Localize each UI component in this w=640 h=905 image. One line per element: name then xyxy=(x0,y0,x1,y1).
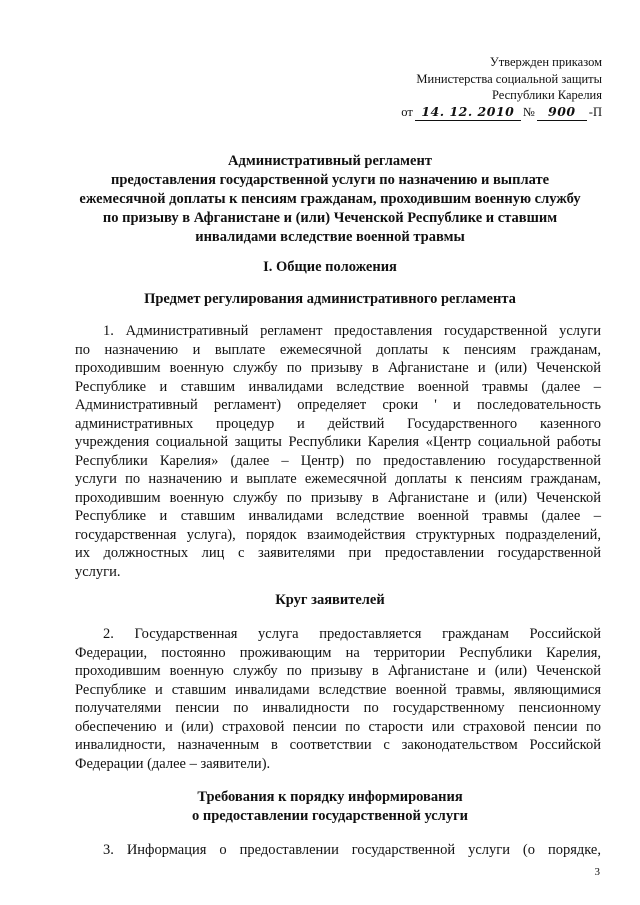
handwritten-number: 900 xyxy=(537,104,587,122)
paragraph-3 xyxy=(75,841,601,860)
section-heading: I. Общие положения xyxy=(263,259,397,275)
paragraph-line: Республики Карелия» (далее – Центр) по предоставлению государственной xyxy=(75,452,601,469)
paragraph-1 xyxy=(75,322,601,581)
paragraph-line: Административный регламент) определяет сроки ' и последовательность xyxy=(75,397,601,413)
paragraph-line: услуги по назначению и выплате ежемесячной доплаты к пенсиям гражданам, xyxy=(75,471,601,487)
subsection-heading: Требования к порядку информирования xyxy=(197,789,463,805)
paragraph-line: инвалидности, назначенным в соответствии с законодательством Российской xyxy=(75,737,601,753)
paragraph-2 xyxy=(75,625,601,773)
approval-line: Утвержден приказом xyxy=(489,55,602,69)
title-line: ежемесячной доплаты к пенсиям гражданам, проходившим военную службу xyxy=(79,191,581,207)
paragraph-line: административных процедур и действий Государственного казенного xyxy=(75,415,601,432)
paragraph-line: Республике и ставшим инвалидами вследствие военной травмы (далее – xyxy=(75,508,601,524)
paragraph-line: Республике и ставшим инвалидами вследствие военной травмы, являющимися xyxy=(75,681,601,698)
subsection-heading: о предоставлении государственной услуги xyxy=(191,808,469,824)
title-line: инвалидами вследствие военной травмы xyxy=(195,229,465,245)
paragraph-line: обеспечению и (или) страховой пенсии по старости или страховой пенсии по xyxy=(75,718,601,735)
paragraph-line: услуги. xyxy=(75,563,121,580)
subsection-heading: Круг заявителей xyxy=(275,592,385,608)
date-prefix: от xyxy=(401,104,413,119)
paragraph-line: 3. Информация о предоставлении государственной услуги (о порядке, xyxy=(103,842,601,858)
paragraph-line: по назначению и выплате ежемесячной доплаты к пенсиям гражданам, xyxy=(75,341,601,358)
paragraph-line: учреждения социальной защиты Республики Карелия «Центр социальной работы xyxy=(75,434,601,450)
number-suffix: -П xyxy=(588,104,602,119)
approval-line: Республики Карелия xyxy=(491,88,602,102)
approval-date-number xyxy=(401,104,602,122)
subsection-heading: Предмет регулирования административного регламента xyxy=(144,291,516,307)
paragraph-line: Федерации, постоянно проживающим на территории Республики Карелия, xyxy=(75,644,601,661)
title-line: по призыву в Афганистане и (или) Чеченской Республике и ставшим xyxy=(102,210,558,226)
paragraph-line: их должностных лиц с заявителями при предоставлении государственной xyxy=(75,545,601,561)
paragraph-line: Федерации (далее – заявители). xyxy=(75,755,271,772)
paragraph-line: получателями пенсии по инвалидности по государственному пенсионному xyxy=(75,700,601,716)
title-line: предоставления государственной услуги по назначению и выплате xyxy=(110,172,550,188)
paragraph-line: 1. Административный регламент предоставления государственной услуги xyxy=(103,323,601,339)
number-label: № xyxy=(522,104,535,119)
paragraph-line: Республике и ставшим инвалидами вследствие военной травмы (далее – xyxy=(75,378,601,395)
page-number: 3 xyxy=(594,866,600,878)
paragraph-line: проходившим военную службу по призыву в Афганистане и (или) Чеченской xyxy=(75,360,601,376)
paragraph-line: проходившим военную службу по призыву в Афганистане и (или) Чеченской xyxy=(75,663,601,679)
approval-stamp xyxy=(401,54,602,121)
handwritten-date: 14. 12. 2010 xyxy=(415,104,521,122)
paragraph-line: 2. Государственная услуга предоставляется гражданам Российской xyxy=(103,626,601,642)
title-line: Административный регламент xyxy=(228,153,432,169)
document-title xyxy=(40,152,620,247)
paragraph-line: государственная услуга), порядок взаимодействия структурных подразделений, xyxy=(75,526,601,543)
paragraph-line: проходившим военную службу по призыву в Афганистане и (или) Чеченской xyxy=(75,489,601,506)
approval-line: Министерства социальной защиты xyxy=(416,71,602,86)
